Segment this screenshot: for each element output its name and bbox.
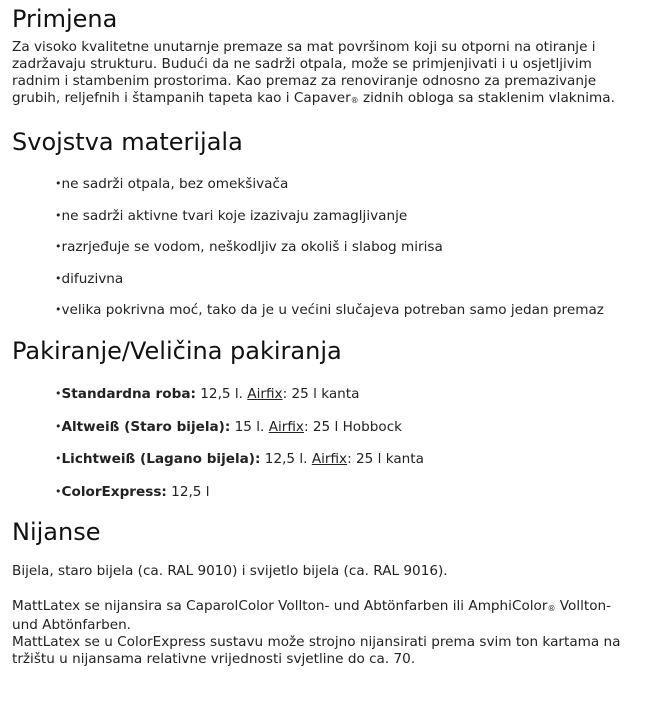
registered-mark: ® xyxy=(350,96,359,105)
list-item xyxy=(55,384,633,404)
property-text: ne sadrži aktivne tvari koje izazivaju zamagljivanje xyxy=(61,207,408,224)
properties-list xyxy=(12,174,633,320)
property-text: ne sadrži otpala, bez omekšivača xyxy=(61,176,289,192)
packaging-label: Lichtweiß (Lagano bijela): xyxy=(61,451,261,467)
airfix-link[interactable]: Airfix xyxy=(247,386,283,402)
packaging-amount: 12,5 l. xyxy=(195,386,248,402)
list-item xyxy=(55,482,633,502)
primjena-text-part1: Za visoko kvalitetne unutarnje premaze sa mat površinom koji su otporni na otiranje i zadržavaju strukturu. Budući da ne sadrži otpala, može se primjenjivati i u osjetljivim radnim i stambenim prostorima. Kao premaz za renoviranje odnosno za premazivanje grubih, reljefnih i štampanih tapeta kao i Capaver xyxy=(12,39,597,106)
packaging-rest: : 25 l Hobbock xyxy=(303,418,403,435)
bullet-icon: • xyxy=(55,419,62,433)
bullet-icon: • xyxy=(55,484,62,498)
bullet-icon: • xyxy=(55,271,62,285)
packaging-rest: : 25 l kanta xyxy=(347,451,424,467)
packaging-amount: 12,5 l. xyxy=(260,451,312,467)
bullet-icon: • xyxy=(55,208,62,222)
property-text: velika pokrivna moć, tako da je u većini slučajeva potreban samo jedan premaz xyxy=(61,302,604,318)
nijanse-paragraph-3: MattLatex se u ColorExpress sustavu može strojno nijansirati prema svim ton kartama na tržištu u nijansama relativne vrijednosti svjetline do ca. 70. xyxy=(12,633,621,667)
registered-mark: ® xyxy=(547,603,556,613)
list-item xyxy=(55,237,633,257)
list-item xyxy=(55,174,633,194)
packaging-amount: 12,5 l xyxy=(166,483,210,500)
section-title-nijanse: Nijanse xyxy=(12,517,101,546)
section-title-primjena: Primjena xyxy=(12,5,118,33)
airfix-link[interactable]: Airfix xyxy=(268,418,304,435)
section-title-pakiranje: Pakiranje/Veličina pakiranja xyxy=(12,337,342,365)
primjena-paragraph xyxy=(12,39,633,109)
packaging-list xyxy=(12,384,633,502)
nijanse-paragraph-2 xyxy=(12,598,633,634)
bullet-icon: • xyxy=(55,303,62,316)
packaging-amount: 15 l. xyxy=(230,418,269,435)
bullet-icon: • xyxy=(55,387,62,400)
airfix-link[interactable]: Airfix xyxy=(311,451,348,467)
list-item xyxy=(55,417,633,437)
list-item xyxy=(55,449,633,469)
packaging-rest: : 25 l kanta xyxy=(282,386,360,402)
bullet-icon: • xyxy=(55,452,62,465)
packaging-label: Altweiß (Staro bijela): xyxy=(61,418,231,435)
primjena-text-part2: zidnih obloga sa staklenim vlaknima. xyxy=(358,90,615,106)
list-item xyxy=(55,206,633,226)
nijanse-text-part1: MattLatex se nijansira sa CaparolColor Vollton- und Abtönfarben ili AmphiColor xyxy=(12,597,548,614)
bullet-icon: • xyxy=(55,240,62,253)
list-item xyxy=(55,269,633,289)
property-text: razrjeđuje se vodom, neškodljiv za okoliš i slabog mirisa xyxy=(61,239,443,255)
bullet-icon: • xyxy=(55,177,62,190)
packaging-label: ColorExpress: xyxy=(61,483,167,500)
section-title-svojstva: Svojstva materijala xyxy=(12,128,243,156)
list-item xyxy=(55,300,633,320)
nijanse-text-part2: Vollton- und Abtönfarben. xyxy=(12,597,612,633)
packaging-label: Standardna roba: xyxy=(61,386,196,402)
property-text: difuzivna xyxy=(61,270,124,287)
nijanse-paragraph-1: Bijela, staro bijela (ca. RAL 9010) i svijetlo bijela (ca. RAL 9016). xyxy=(12,562,448,579)
